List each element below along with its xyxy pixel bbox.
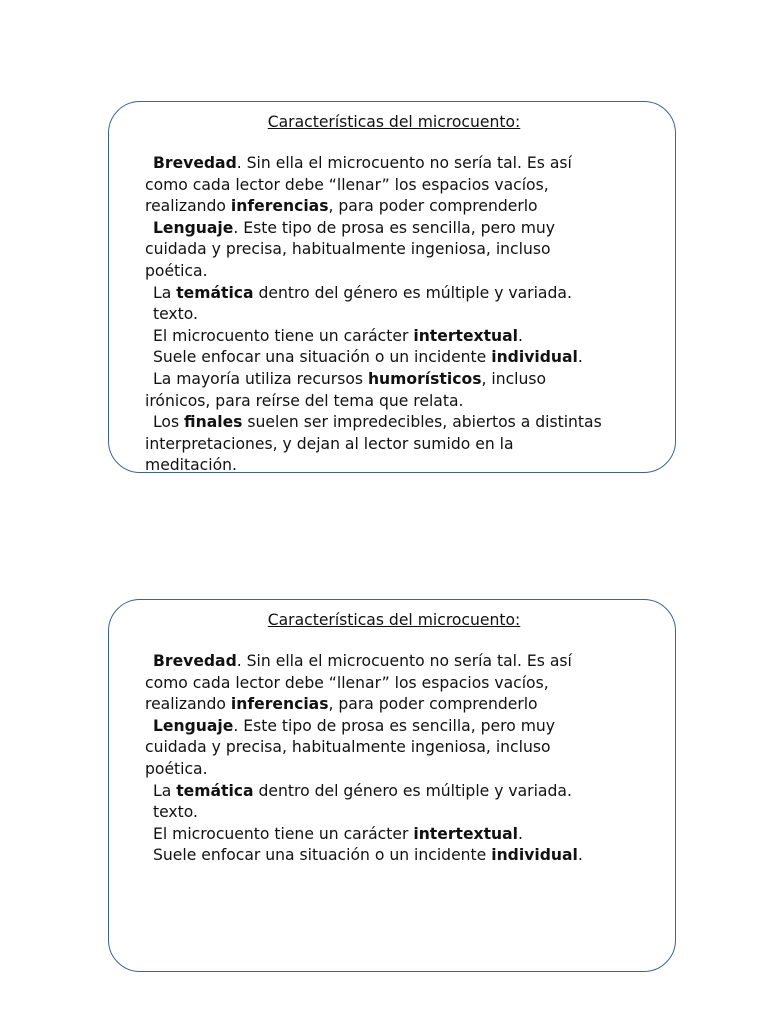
item-brevedad-cont-2 bbox=[145, 196, 675, 218]
card-title: Características del microcuento: bbox=[267, 611, 521, 629]
microcuento-card-2 bbox=[108, 599, 676, 972]
item-humoristicos bbox=[145, 369, 675, 391]
term-inferencias: inferencias bbox=[230, 695, 329, 714]
item-individual bbox=[145, 347, 675, 369]
item-finales-cont-2 bbox=[145, 455, 675, 477]
lenguaje-text-3: poética. bbox=[145, 261, 208, 280]
card-title: Características del microcuento: bbox=[267, 113, 521, 131]
term-lenguaje: Lenguaje bbox=[153, 716, 234, 735]
term-individual: individual bbox=[491, 846, 578, 865]
term-inferencias: inferencias bbox=[230, 197, 329, 216]
tematica-pre: La bbox=[153, 781, 177, 800]
lenguaje-text: . Este tipo de prosa es sencilla, pero muy bbox=[233, 218, 555, 237]
item-lenguaje-cont bbox=[145, 239, 675, 261]
intertextual-pre: El microcuento tiene un carácter bbox=[153, 326, 414, 345]
intertextual-post: . bbox=[518, 326, 523, 345]
tematica-post: dentro del género es múltiple y variada. bbox=[253, 781, 572, 800]
humoristicos-text-2: irónicos, para reírse del tema que relata. bbox=[145, 391, 464, 410]
finales-post: suelen ser impredecibles, abiertos a distintas bbox=[242, 413, 602, 432]
intertextual-pre: El microcuento tiene un carácter bbox=[153, 824, 414, 843]
tematica-post: dentro del género es múltiple y variada. bbox=[253, 283, 572, 302]
lenguaje-text-2: cuidada y precisa, habitualmente ingeniosa, incluso bbox=[145, 240, 551, 259]
item-brevedad bbox=[145, 651, 675, 673]
brevedad-text-3: realizando bbox=[145, 197, 231, 216]
finales-text-2: interpretaciones, y dejan al lector sumido en la bbox=[145, 434, 514, 453]
card-body bbox=[145, 153, 675, 477]
brevedad-text: . Sin ella el microcuento no sería tal. Es así bbox=[236, 154, 572, 172]
term-brevedad: Brevedad bbox=[153, 154, 237, 172]
intertextual-post: . bbox=[518, 824, 523, 843]
card-body bbox=[145, 651, 675, 867]
brevedad-text-3: realizando bbox=[145, 695, 231, 714]
individual-post: . bbox=[577, 348, 583, 367]
brevedad-text-4: , para poder comprenderlo bbox=[328, 197, 538, 216]
term-lenguaje: Lenguaje bbox=[153, 218, 234, 237]
item-texto: texto. bbox=[153, 803, 198, 822]
term-tematica: temática bbox=[176, 781, 254, 800]
individual-post: . bbox=[577, 846, 583, 865]
item-lenguaje-cont-2 bbox=[145, 261, 675, 283]
term-tematica: temática bbox=[176, 283, 254, 302]
brevedad-text-2: como cada lector debe “llenar” los espacios vacíos, bbox=[145, 175, 549, 194]
tematica-pre: La bbox=[153, 283, 177, 302]
item-lenguaje-cont-2 bbox=[145, 759, 675, 781]
item-humoristicos-cont bbox=[145, 391, 675, 413]
term-intertextual: intertextual bbox=[413, 824, 519, 843]
item-intertextual bbox=[145, 326, 675, 348]
item-tematica bbox=[145, 781, 675, 803]
finales-pre: Los bbox=[153, 413, 185, 432]
humoristicos-pre: La mayoría utiliza recursos bbox=[153, 369, 368, 388]
term-intertextual: intertextual bbox=[413, 326, 519, 345]
item-lenguaje bbox=[145, 716, 675, 738]
item-brevedad-cont bbox=[145, 673, 675, 695]
item-intertextual bbox=[145, 824, 675, 846]
item-lenguaje-cont bbox=[145, 737, 675, 759]
brevedad-text: . Sin ella el microcuento no sería tal. Es así bbox=[236, 652, 572, 670]
brevedad-text-2: como cada lector debe “llenar” los espacios vacíos, bbox=[145, 673, 549, 692]
item-finales-cont bbox=[145, 434, 675, 456]
finales-text-3: meditación. bbox=[145, 456, 237, 475]
item-lenguaje bbox=[145, 218, 675, 240]
brevedad-text-4: , para poder comprenderlo bbox=[328, 695, 538, 714]
item-finales bbox=[145, 412, 675, 434]
term-individual: individual bbox=[491, 348, 578, 367]
lenguaje-text-2: cuidada y precisa, habitualmente ingeniosa, incluso bbox=[145, 738, 551, 757]
lenguaje-text: . Este tipo de prosa es sencilla, pero muy bbox=[233, 716, 555, 735]
microcuento-card-1 bbox=[108, 101, 676, 473]
item-brevedad-cont bbox=[145, 175, 675, 197]
humoristicos-post: , incluso bbox=[481, 369, 547, 388]
term-finales: finales bbox=[184, 413, 243, 432]
item-texto: texto. bbox=[153, 305, 198, 324]
term-brevedad: Brevedad bbox=[153, 652, 237, 670]
item-tematica bbox=[145, 283, 675, 305]
term-humoristicos: humorísticos bbox=[367, 369, 482, 388]
item-individual bbox=[145, 845, 675, 867]
individual-pre: Suele enfocar una situación o un incidente bbox=[153, 348, 492, 367]
item-brevedad-cont-2 bbox=[145, 694, 675, 716]
individual-pre: Suele enfocar una situación o un incidente bbox=[153, 846, 492, 865]
lenguaje-text-3: poética. bbox=[145, 759, 208, 778]
item-brevedad bbox=[145, 153, 675, 175]
